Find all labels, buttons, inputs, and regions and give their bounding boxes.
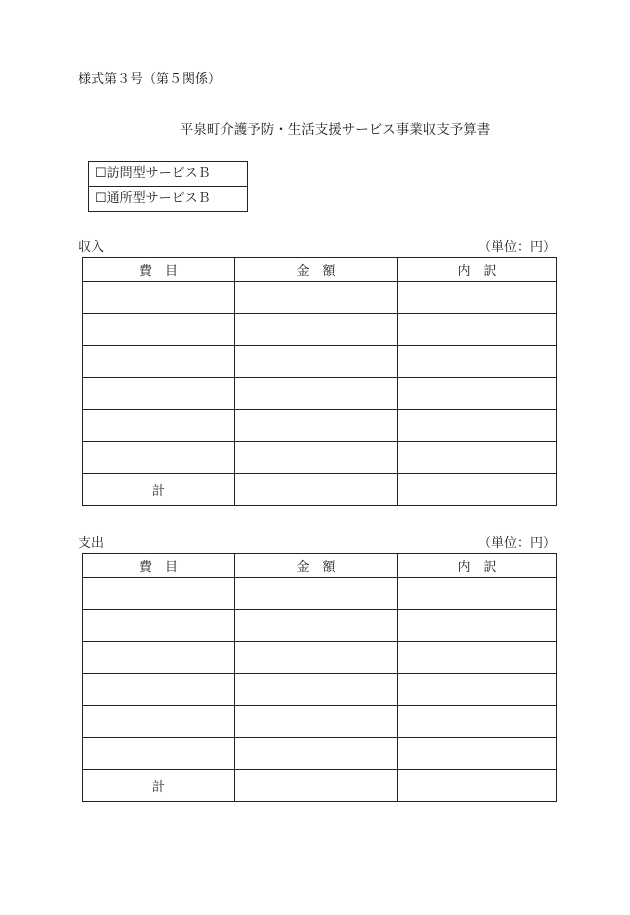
table-row (83, 378, 557, 410)
table-row (83, 346, 557, 378)
table-row (83, 578, 557, 610)
income-table (82, 257, 557, 506)
table-row (83, 738, 557, 770)
table-row (83, 610, 557, 642)
table-row (83, 282, 557, 314)
table-row (83, 410, 557, 442)
table-total-row (83, 770, 557, 802)
cell-amount[interactable] (235, 442, 398, 474)
cell-item[interactable] (83, 738, 235, 770)
table-row (83, 706, 557, 738)
income-label: 収入 (78, 240, 105, 255)
service-type-visit[interactable]: ☐訪問型サービスＢ (89, 162, 247, 187)
header-breakdown: 内 訳 (398, 554, 557, 578)
expense-unit: （単位：円） (477, 536, 556, 551)
income-unit: （単位：円） (477, 240, 556, 255)
header-item: 費 目 (83, 258, 235, 282)
cell-amount[interactable] (235, 642, 398, 674)
total-label: 計 (83, 770, 235, 802)
cell-breakdown[interactable] (398, 642, 557, 674)
cell-breakdown[interactable] (398, 674, 557, 706)
total-label: 計 (83, 474, 235, 506)
cell-amount[interactable] (235, 314, 398, 346)
cell-amount[interactable] (235, 610, 398, 642)
header-item: 費 目 (83, 554, 235, 578)
service-type-daycare[interactable]: ☐通所型サービスＢ (95, 191, 211, 206)
cell-breakdown[interactable] (398, 314, 557, 346)
table-row (83, 442, 557, 474)
cell-item[interactable] (83, 410, 235, 442)
cell-item[interactable] (83, 642, 235, 674)
total-amount[interactable] (235, 474, 398, 506)
total-breakdown[interactable] (398, 474, 557, 506)
cell-breakdown[interactable] (398, 706, 557, 738)
table-header-row (83, 554, 557, 578)
header-breakdown: 内 訳 (398, 258, 557, 282)
document-title: 平泉町介護予防・生活支援サービス事業収支予算書 (179, 122, 491, 138)
cell-amount[interactable] (235, 674, 398, 706)
cell-amount[interactable] (235, 282, 398, 314)
table-total-row (83, 474, 557, 506)
cell-amount[interactable] (235, 738, 398, 770)
table-row (83, 674, 557, 706)
cell-item[interactable] (83, 578, 235, 610)
cell-breakdown[interactable] (398, 346, 557, 378)
cell-breakdown[interactable] (398, 738, 557, 770)
cell-breakdown[interactable] (398, 282, 557, 314)
header-amount: 金 額 (235, 554, 398, 578)
cell-amount[interactable] (235, 378, 398, 410)
cell-item[interactable] (83, 378, 235, 410)
cell-item[interactable] (83, 282, 235, 314)
cell-item[interactable] (83, 610, 235, 642)
form-number: 様式第３号（第５関係） (78, 72, 222, 87)
table-row (83, 642, 557, 674)
cell-item[interactable] (83, 706, 235, 738)
cell-amount[interactable] (235, 578, 398, 610)
service-type-box (88, 161, 248, 212)
cell-breakdown[interactable] (398, 442, 557, 474)
cell-item[interactable] (83, 346, 235, 378)
expense-label: 支出 (78, 536, 105, 551)
cell-breakdown[interactable] (398, 578, 557, 610)
cell-breakdown[interactable] (398, 410, 557, 442)
cell-amount[interactable] (235, 346, 398, 378)
table-header-row (83, 258, 557, 282)
cell-amount[interactable] (235, 706, 398, 738)
cell-item[interactable] (83, 674, 235, 706)
total-amount[interactable] (235, 770, 398, 802)
cell-breakdown[interactable] (398, 378, 557, 410)
cell-item[interactable] (83, 442, 235, 474)
expense-table (82, 553, 557, 802)
table-row (83, 314, 557, 346)
total-breakdown[interactable] (398, 770, 557, 802)
cell-amount[interactable] (235, 410, 398, 442)
header-amount: 金 額 (235, 258, 398, 282)
cell-breakdown[interactable] (398, 610, 557, 642)
cell-item[interactable] (83, 314, 235, 346)
